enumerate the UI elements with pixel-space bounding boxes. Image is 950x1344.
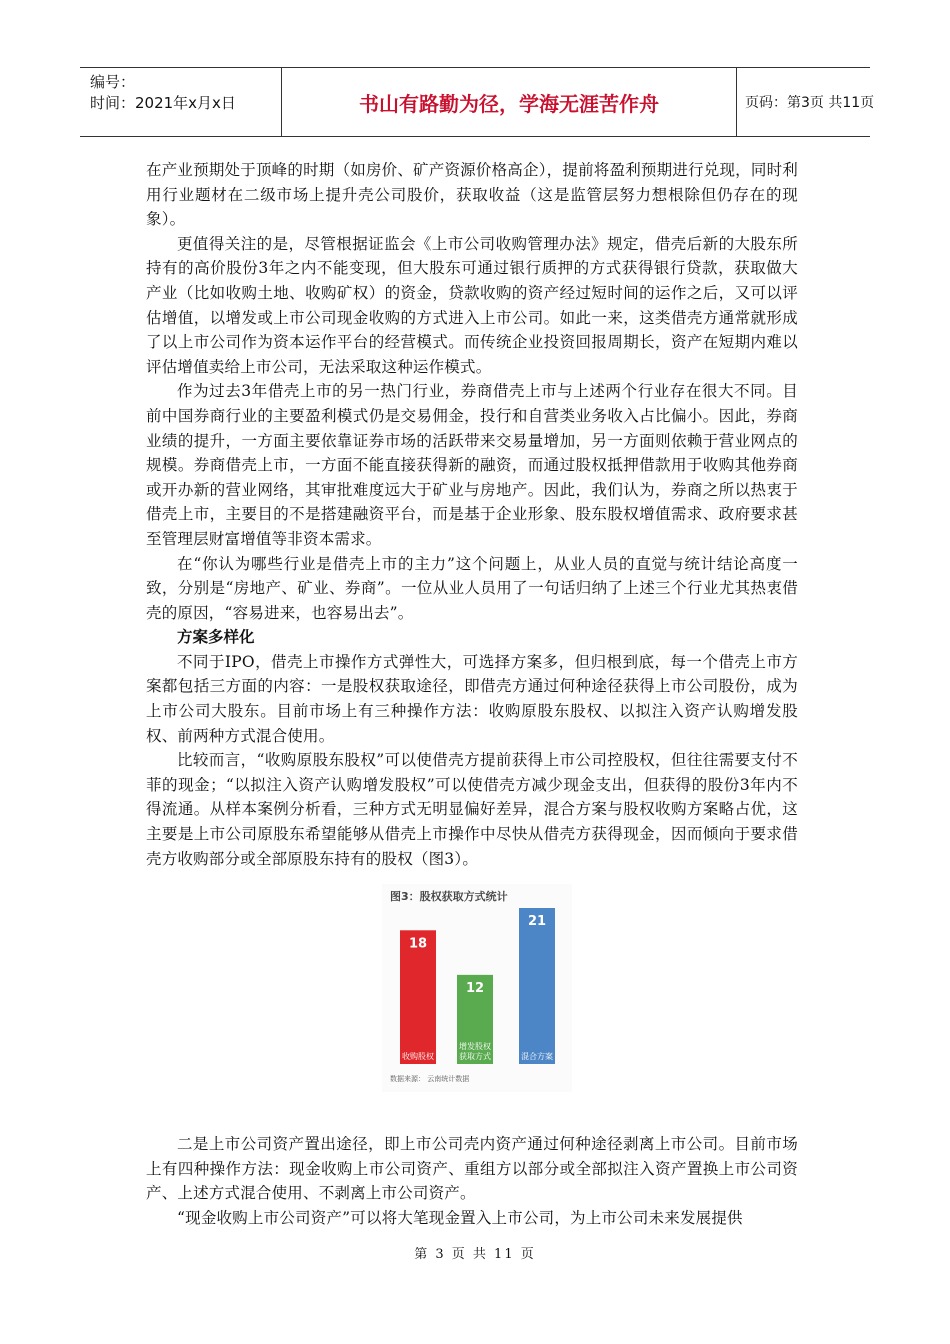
chart-title: 图3：股权获取方式统计 bbox=[390, 890, 508, 903]
bar-category-label: 获取方式 bbox=[459, 1052, 491, 1061]
bar-category-label: 混合方案 bbox=[521, 1052, 553, 1061]
bar-value-label: 12 bbox=[465, 980, 485, 996]
header-time-label: 时间：2021年x月x日 bbox=[90, 94, 236, 112]
paragraph: 在“你认为哪些行业是借壳上市的主力”这个问题上，从业人员的直觉与统计结论高度一致，分别是“房地产、矿业、券商”。一位从业人员用了一句话归纳了上述三个行业尤其热衷借壳的原因，“容易进来，也容易出去”。 bbox=[146, 554, 798, 622]
bar-category-label: 收购股权 bbox=[402, 1052, 434, 1061]
body-text-bottom bbox=[146, 1132, 798, 1230]
header-motto: 书山有路勤为径，学海无涯苦作舟 bbox=[282, 68, 737, 136]
page-header bbox=[80, 67, 875, 137]
bar-3 bbox=[519, 908, 555, 1064]
paragraph: “现金收购上市公司资产”可以将大笔现金置入上市公司，为上市公司未来发展提供 bbox=[177, 1208, 743, 1227]
page-footer: 第 3 页 共 11 页 bbox=[414, 1247, 536, 1262]
paragraph: 更值得关注的是，尽管根据证监会《上市公司收购管理办法》规定，借壳后新的大股东所持有的高价股份3年之内不能变现，但大股东可通过银行质押的方式获得银行贷款，获取做大产业（比如收购土地、收购矿权）的资金，贷款收购的资产经过短时间的运作之后，又可以评估增值，以增发或上市公司现金收购的方式进入上市公司。如此一来，这类借壳方通常就形成了以上市公司作为资本运作平台的经营模式。而传统企业投资回报周期长，资产在短期内难以评估增值卖给上市公司，无法采取这种运作模式。 bbox=[146, 234, 798, 376]
figure-3 bbox=[382, 884, 572, 1092]
paragraph: 二是上市公司资产置出途径，即上市公司壳内资产通过何种途径剥离上市公司。目前市场上有四种操作方法：现金收购上市公司资产、重组方以部分或全部拟注入资产置换上市公司资产、上述方式混合使用、不剥离上市公司资产。 bbox=[146, 1135, 798, 1203]
body-text-top bbox=[146, 158, 798, 871]
chart-source bbox=[390, 1074, 469, 1084]
chart-source-detail: 云南统计数据 bbox=[427, 1075, 470, 1083]
header-meta bbox=[80, 68, 282, 136]
paragraph: 不同于IPO，借壳上市操作方式弹性大，可选择方案多，但归根到底，每一个借壳上市方案都包括三方面的内容：一是股权获取途径，即借壳方通过何种途径获得上市公司股份，成为上市公司大股东。目前市场上有三种操作方法：收购原股东股权、以拟注入资产认购增发股权、前两种方式混合使用。 bbox=[146, 652, 798, 745]
bar-value-label: 21 bbox=[527, 914, 547, 929]
bar-category-label: 增发股权 bbox=[459, 1042, 491, 1051]
chart-source-label: 数据来源： bbox=[390, 1075, 425, 1083]
bar-chart bbox=[382, 884, 572, 1092]
header-page-label: 页码：第3页 共11页 bbox=[745, 95, 875, 111]
paragraph: 比较而言，“收购原股东股权”可以使借壳方提前获得上市公司控股权，但往往需要支付不菲的现金；“以拟注入资产认购增发股权”可以使借壳方减少现金支出，但获得的股份3年内不得流通。从样本案例分析看，三种方式无明显偏好差异，混合方案与股权收购方案略占优，这主要是上市公司原股东希望能够从借壳上市操作中尽快从借壳方获得现金，因而倾向于要求借壳方收购部分或全部原股东持有的股权（图3）。 bbox=[146, 751, 798, 868]
section-title: 方案多样化 bbox=[177, 628, 255, 647]
bar-value-label: 18 bbox=[408, 936, 428, 952]
paragraph: 在产业预期处于顶峰的时期（如房价、矿产资源价格高企），提前将盈利预期进行兑现，同时利用行业题材在二级市场上提升壳公司股价，获取收益（这是监管层努力想根除但仍存在的现象）。 bbox=[146, 161, 798, 229]
paragraph: 作为过去3年借壳上市的另一热门行业，券商借壳上市与上述两个行业存在很大不同。目前中国券商行业的主要盈利模式仍是交易佣金，投行和自营类业务收入占比偏小。因此，券商业绩的提升，一方面主要依靠证券市场的活跃带来交易量增加，另一方面则依赖于营业网点的规模。券商借壳上市，一方面不能直接获得新的融资，而通过股权抵押借款用于收购其他券商或开办新的营业网络，其审批难度远大于矿业与房地产。因此，我们认为，券商之所以热衷于借壳上市，主要目的不是搭建融资平台，而是基于企业形象、股东股权增值需求、政府要求甚至管理层财富增值等非资本需求。 bbox=[146, 382, 798, 548]
header-number-label: 编号： bbox=[90, 73, 136, 91]
